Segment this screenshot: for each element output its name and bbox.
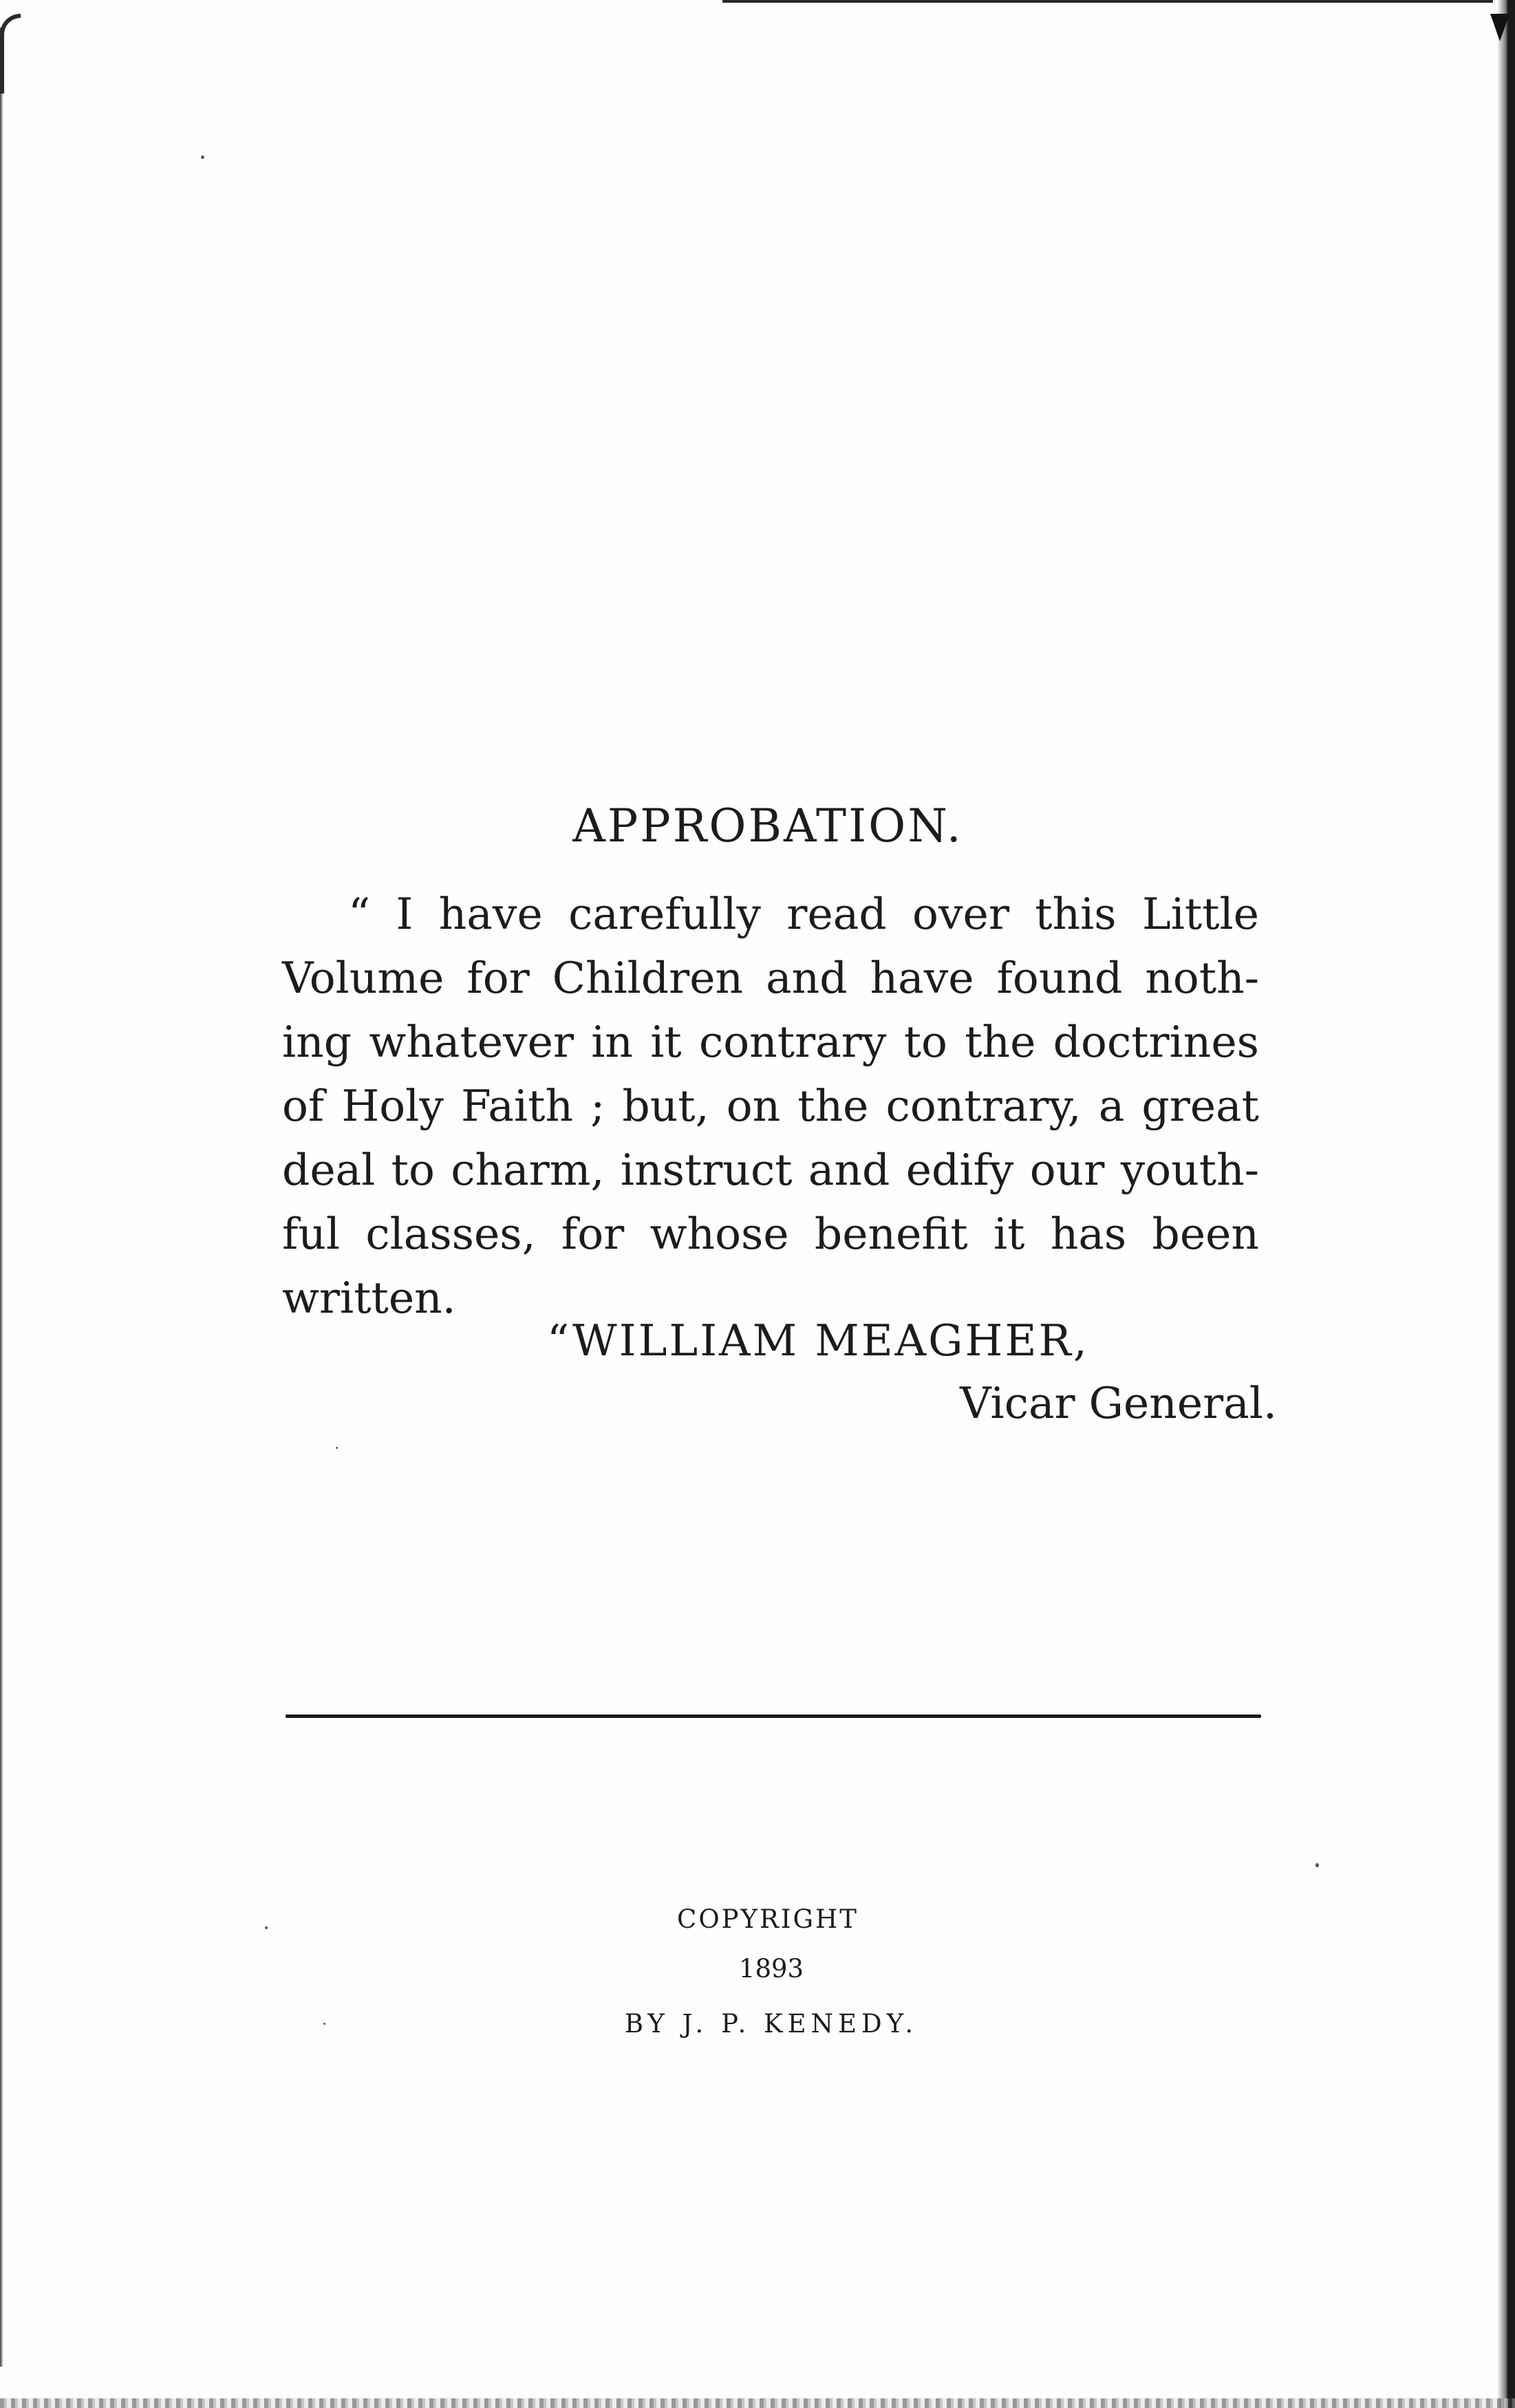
approbation-line: deal to charm, instruct and edify our youth- xyxy=(282,1145,1259,1195)
scan-top-edge xyxy=(722,0,1493,3)
signature-name: “WILLIAM MEAGHER, xyxy=(547,1315,1089,1366)
scan-right-edge xyxy=(1497,0,1515,2408)
scan-speck xyxy=(336,1447,338,1449)
horizontal-divider xyxy=(286,1714,1261,1718)
copyright-byline: BY J. P. KENEDY. xyxy=(624,2009,918,2039)
copyright-year: 1893 xyxy=(738,1954,804,1984)
approbation-line: written. xyxy=(282,1273,456,1323)
approbation-line: ful classes, for whose benefit it has been xyxy=(282,1209,1259,1259)
approbation-line: of Holy Faith ; but, on the contrary, a great xyxy=(282,1081,1259,1131)
signature-title: Vicar General. xyxy=(960,1378,1277,1428)
scan-speck xyxy=(1315,1863,1319,1867)
approbation-line: Volume for Children and have found noth- xyxy=(282,953,1259,1003)
scan-corner-mark xyxy=(0,14,21,94)
scan-speck xyxy=(201,155,204,159)
approbation-text xyxy=(282,882,1259,1330)
copyright-label: COPYRIGHT xyxy=(677,1904,859,1934)
scan-corner-notch xyxy=(1490,14,1509,41)
scan-bottom-edge xyxy=(0,2398,1515,2408)
approbation-line: “ I have carefully read over this Little xyxy=(348,889,1259,939)
approbation-line: ing whatever in it contrary to the doctrines xyxy=(282,1017,1259,1067)
approbation-heading: APPROBATION. xyxy=(572,799,963,852)
